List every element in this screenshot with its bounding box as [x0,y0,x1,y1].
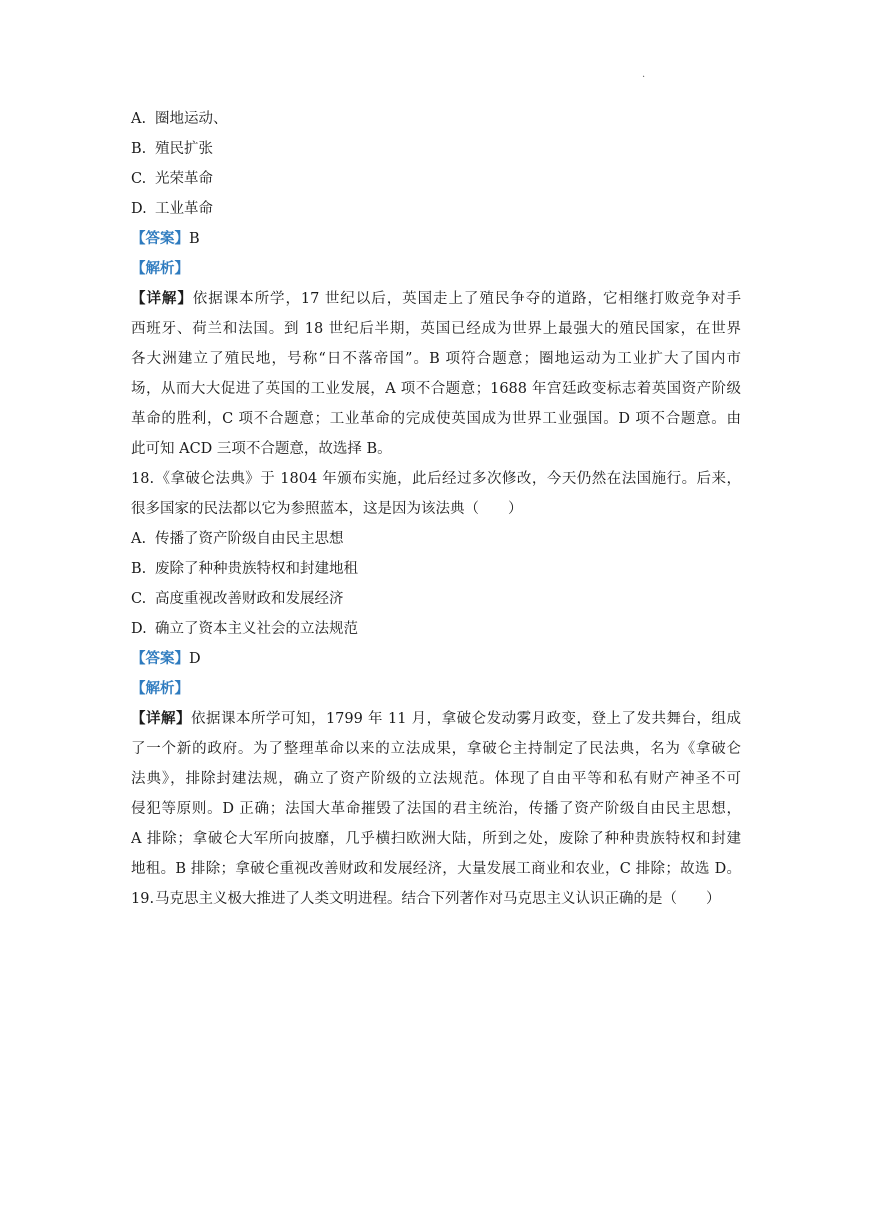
q19-stem: 19.马克思主义极大推进了人类文明进程。结合下列著作对马克思主义认识正确的是（ ） [131,884,741,914]
q18-stem: 很多国家的民法都以它为参照蓝本，这是因为该法典（ ） [131,501,523,517]
q17-option-d: D. 工业革命 [131,201,213,217]
q17-analysis [131,254,741,284]
q18-detail-line: 【详解】依据课本所学可知，1799 年 11 月，拿破仑发动雾月政变，登上了发共舞台，组成 [131,711,741,727]
q18-detail-line: 了一个新的政府。为了整理革命以来的立法成果，拿破仑主持制定了民法典，名为《拿破仑 [131,741,741,757]
q17-option-c: C. 光荣革命 [131,171,213,187]
q17-detail-line: 场，从而大大促进了英国的工业发展，A 项不合题意；1688 年宫廷政变标志着英国资产阶级 [131,381,741,397]
q18-option-a: A. 传播了资产阶级自由民主思想 [131,531,344,547]
answer-tag: 【答案】 [131,231,189,247]
q18-analysis [131,674,741,704]
q18-detail-line: 法典》，排除封建法规，确立了资产阶级的立法规范。体现了自由平等和私有财产神圣不可 [131,771,741,787]
q17-detail-line: 革命的胜利，C 项不合题意；工业革命的完成使英国成为世界工业强国。D 项不合题意。由 [131,411,741,427]
q18-option-c: C. 高度重视改善财政和发展经济 [131,591,344,607]
q18-option-d: D. 确立了资本主义社会的立法规范 [131,621,358,637]
q18-option-b: B. 废除了种种贵族特权和封建地租 [131,561,358,577]
page-mark: · [642,72,646,83]
q18-detail-line: 侵犯等原则。D 正确；法国大革命摧毁了法国的君主统治，传播了资产阶级自由民主思想， [131,801,741,817]
q18-stem: 18.《拿破仑法典》于 1804 年颁布实施，此后经过多次修改，今天仍然在法国施行。后来， [131,464,741,494]
q17-detail-line: 【详解】依据课本所学，17 世纪以后，英国走上了殖民争夺的道路，它相继打败竞争对手 [131,291,741,307]
q17-answer: 【答案】B [131,231,200,247]
q18-answer: 【答案】D [131,651,201,667]
question-number: 19. [131,891,155,907]
question-number: 18. [131,471,155,487]
analysis-tag: 【解析】 [131,261,189,277]
q18-detail-line: 地租。B 排除；拿破仑重视改善财政和发展经济，大量发展工商业和农业，C 排除；故选 D。 [131,861,741,877]
detail-tag: 【详解】 [131,711,191,727]
detail-tag: 【详解】 [131,291,193,307]
document-body [131,104,741,914]
answer-tag: 【答案】 [131,651,189,667]
q18-detail-line: A 排除；拿破仑大军所向披靡，几乎横扫欧洲大陆，所到之处，废除了种种贵族特权和封建 [131,831,741,847]
q17-option-a: A. 圈地运动、 [131,111,228,127]
q17-option-b: B. 殖民扩张 [131,141,213,157]
analysis-tag: 【解析】 [131,681,189,697]
q17-detail-line: 此可知 ACD 三项不合题意，故选择 B。 [131,441,392,457]
q17-detail-line: 各大洲建立了殖民地，号称“日不落帝国”。B 项符合题意；圈地运动为工业扩大了国内市 [131,351,741,367]
q17-detail-line: 西班牙、荷兰和法国。到 18 世纪后半期，英国已经成为世界上最强大的殖民国家，在世界 [131,321,741,337]
